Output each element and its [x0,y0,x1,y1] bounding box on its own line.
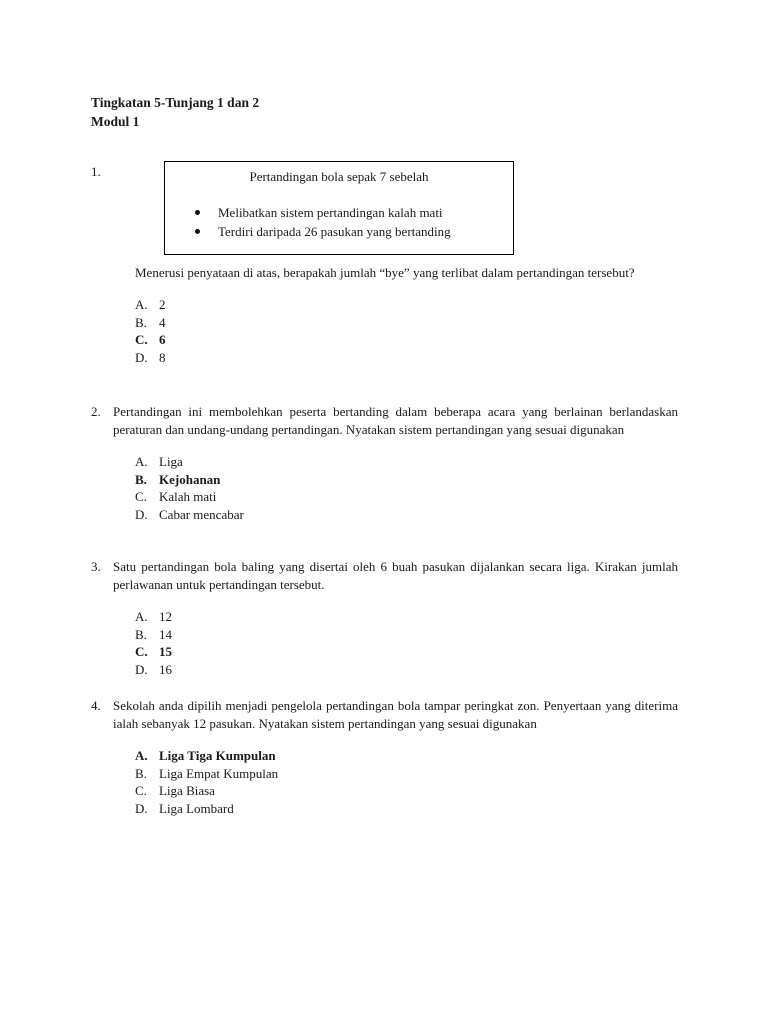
question-number: 1. [91,164,101,179]
option-text: Kejohanan [159,471,221,487]
statement-bullet-item [195,203,513,222]
question-number: 3. [91,559,101,574]
option-text: Liga Empat Kumpulan [159,765,279,781]
option-letter: A. [135,748,148,763]
option-letter: A. [135,454,148,469]
option-c [135,488,678,506]
option-a [135,453,678,471]
statement-box [164,161,514,255]
option-b [135,314,678,332]
option-letter: D. [135,661,148,677]
option-letter: C. [135,644,148,659]
bullet-icon [195,210,200,215]
option-c-answer [135,643,678,661]
option-text: 8 [159,349,166,365]
question-4 [91,697,678,817]
question-stem: Satu pertandingan bola baling yang disertai oleh 6 buah pasukan dijalankan secara liga. Kirakan jumlah perlawanan untuk pertandingan tersebut. [113,559,678,592]
question-number: 2. [91,404,101,419]
option-text: Cabar mencabar [159,506,244,522]
question-3 [91,558,678,678]
option-letter: B. [135,471,147,487]
question-1-body [91,264,678,366]
answer-options [135,296,678,366]
question-2 [91,403,678,523]
option-c-answer [135,331,678,349]
option-letter: D. [135,800,148,816]
option-b [135,765,678,783]
option-letter: B. [135,765,147,781]
statement-bullet-text: Melibatkan sistem pertandingan kalah mati [218,205,443,220]
option-text: 16 [159,661,172,677]
bullet-icon [195,229,200,234]
option-b-answer [135,471,678,489]
option-text: Liga Biasa [159,783,215,798]
option-text: 6 [159,332,166,347]
option-d [135,661,678,679]
question-stem: Pertandingan ini membolehkan peserta bertanding dalam beberapa acara yang berlainan berlandaskan peraturan dan undang-undang pertandingan. Nyatakan sistem pertandingan yang sesuai digunakan [113,404,678,437]
option-d [135,506,678,524]
statement-bullet-text: Terdiri daripada 26 pasukan yang bertanding [218,224,451,239]
option-a [135,296,678,314]
option-text: 15 [159,644,172,659]
option-letter: D. [135,506,148,522]
option-text: Kalah mati [159,489,217,504]
option-letter: D. [135,349,148,365]
document-header [91,93,259,131]
question-stem: Sekolah anda dipilih menjadi pengelola pertandingan bola tampar peringkat zon. Penyertaan yang diterima ialah sebanyak 12 pasukan. Nyatakan sistem pertandingan yang sesuai digunakan [113,698,678,731]
question-stem: Menerusi penyataan di atas, berapakah jumlah “bye” yang terlibat dalam pertandingan tersebut? [135,265,635,280]
option-text: Liga Tiga Kumpulan [159,748,276,763]
option-a-answer [135,747,678,765]
option-d [135,349,678,367]
option-text: 4 [159,314,166,330]
option-text: 12 [159,609,172,624]
answer-options [135,747,678,817]
option-letter: B. [135,626,147,642]
question-number: 4. [91,698,101,713]
header-module-line: Modul 1 [91,114,140,129]
option-letter: C. [135,332,148,347]
option-text: Liga Lombard [159,800,234,816]
option-d [135,800,678,818]
option-text: 2 [159,297,166,312]
header-class-line: Tingkatan 5-Tunjang 1 dan 2 [91,95,260,110]
option-letter: B. [135,314,147,330]
option-letter: C. [135,489,147,504]
option-text: Liga [159,454,183,469]
option-a [135,608,678,626]
answer-options [135,608,678,678]
option-b [135,626,678,644]
option-letter: A. [135,297,148,312]
statement-box-title: Pertandingan bola sepak 7 sebelah [249,169,429,184]
statement-bullet-list [165,203,513,241]
option-letter: A. [135,609,148,624]
answer-options [135,453,678,523]
option-c [135,782,678,800]
option-letter: C. [135,783,147,798]
option-text: 14 [159,626,172,642]
statement-bullet-item [195,222,513,241]
